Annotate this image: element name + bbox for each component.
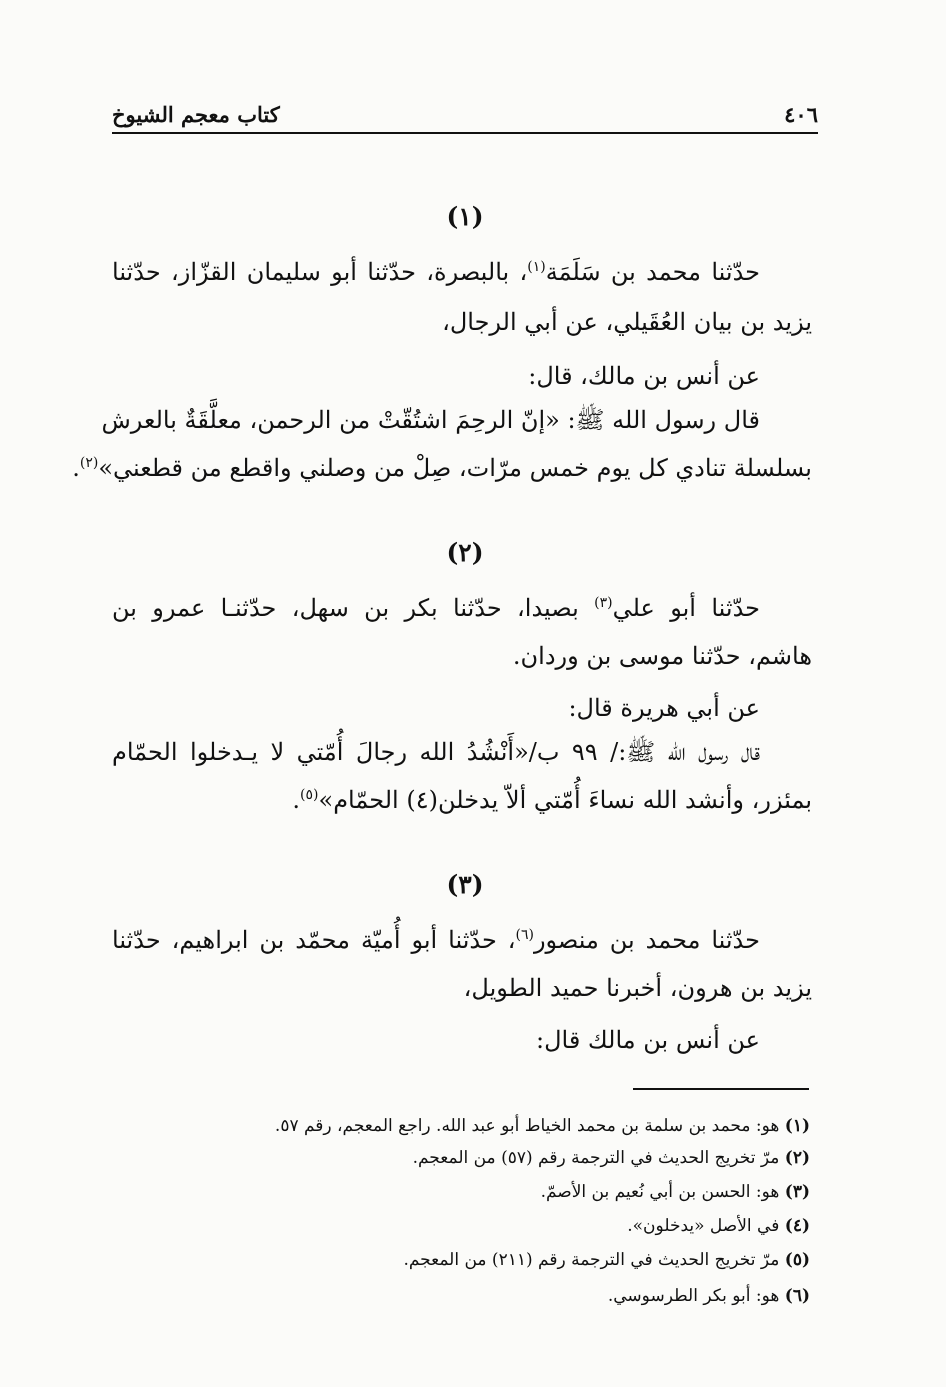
page-number: ٤٠٦ bbox=[784, 102, 818, 127]
entry-number: (١) bbox=[446, 202, 484, 231]
text-line: عن أنس بن مالك قال: bbox=[535, 1026, 760, 1054]
footnote-number: (٦) bbox=[784, 1286, 810, 1306]
footnote-text: هو: أبو بكر الطرسوسي. bbox=[607, 1286, 780, 1306]
text-line: عن أبي هريرة قال: bbox=[568, 694, 760, 722]
footnote bbox=[110, 1214, 810, 1238]
text-line: عن أنس بن مالك، قال: bbox=[528, 362, 760, 390]
text-line bbox=[112, 924, 812, 956]
text-segment: ، حدّثنا أبو أُميّة محمّد بن ابراهيم، حدّثنا bbox=[112, 926, 516, 954]
footnote-text: في الأصل «يدخلون». bbox=[627, 1216, 780, 1236]
text-segment: بصيدا، حدّثنا بكر بن سهل، حدّثنـا عمرو بن bbox=[112, 594, 595, 622]
text-line bbox=[112, 592, 812, 624]
text-segment: ، بالبصرة، حدّثنا أبو سليمان القزّاز، حدّثنا bbox=[112, 258, 528, 286]
text-segment: بمئزر، وأنشد الله نساءَ أُمّتي ألاّ يدخلن(٤) الحمّام» bbox=[318, 786, 812, 814]
footnote bbox=[110, 1248, 810, 1272]
footnote-mark: (٦) bbox=[515, 927, 534, 943]
text-segment: بسلسلة تنادي كل يوم خمس مرّات، صِلْ من وصلني واقطع من قطعني» bbox=[98, 454, 812, 482]
footnote bbox=[110, 1180, 810, 1204]
footnote-text: هو: الحسن بن أبي نُعيم بن الأصمّ. bbox=[540, 1182, 780, 1202]
footnote bbox=[110, 1284, 810, 1308]
footnote-number: (٤) bbox=[784, 1216, 810, 1236]
footnote-number: (١) bbox=[784, 1116, 810, 1136]
text-line: يزيد بن بيان العُقَيلي، عن أبي الرجال، bbox=[442, 308, 812, 336]
text-segment: حدّثنا أبو علي bbox=[612, 594, 760, 622]
footnote bbox=[110, 1146, 810, 1170]
text-line: هاشم، حدّثنا موسى بن وردان. bbox=[512, 642, 812, 670]
period: . bbox=[72, 454, 80, 482]
footnote-mark: (٣) bbox=[594, 595, 613, 611]
footnote-text: مرّ تخريج الحديث في الترجمة رقم (٢١١) من المعجم. bbox=[403, 1250, 780, 1270]
text-line: قال رسول الله ﷺ:/ ٩٩ ب/«أَنْشُدُ الله رجالَ أُمّتي لا يـدخلوا الحمّام bbox=[112, 738, 760, 766]
entry-number: (٣) bbox=[446, 870, 484, 899]
footnote-mark: (٢) bbox=[79, 455, 99, 471]
text-line: قال رسول الله ﷺ: «إنّ الرحِمَ اشتُقّتْ من الرحمن، معلَّقَةٌ بالعرش bbox=[101, 406, 760, 434]
footnote-number: (٣) bbox=[784, 1182, 810, 1202]
text-line bbox=[72, 452, 812, 484]
footnote-text: مرّ تخريج الحديث في الترجمة رقم (٥٧) من المعجم. bbox=[412, 1148, 780, 1168]
period: . bbox=[292, 786, 301, 814]
text-segment: حدّثنا محمد بن منصور bbox=[533, 926, 760, 954]
book-title: كتاب معجم الشيوخ bbox=[112, 102, 280, 127]
entry-number: (٢) bbox=[446, 538, 484, 567]
text-segment: حدّثنا محمد بن سَلَمَة bbox=[545, 258, 761, 286]
text-line bbox=[112, 784, 812, 816]
footnote-text: هو: محمد بن سلمة بن محمد الخياط أبو عبد الله. راجع المعجم، رقم ٥٧. bbox=[274, 1116, 780, 1136]
footnote-mark: (٥) bbox=[300, 787, 319, 803]
running-header bbox=[112, 100, 818, 134]
footnote-mark: (١) bbox=[527, 259, 546, 275]
footnote bbox=[110, 1114, 810, 1138]
footnote-number: (٢) bbox=[784, 1148, 810, 1168]
footnote-separator bbox=[633, 1088, 809, 1090]
footnote-number: (٥) bbox=[784, 1250, 810, 1270]
text-line: يزيد بن هرون، أخبرنا حميد الطويل، bbox=[463, 974, 812, 1002]
text-line bbox=[112, 256, 812, 288]
